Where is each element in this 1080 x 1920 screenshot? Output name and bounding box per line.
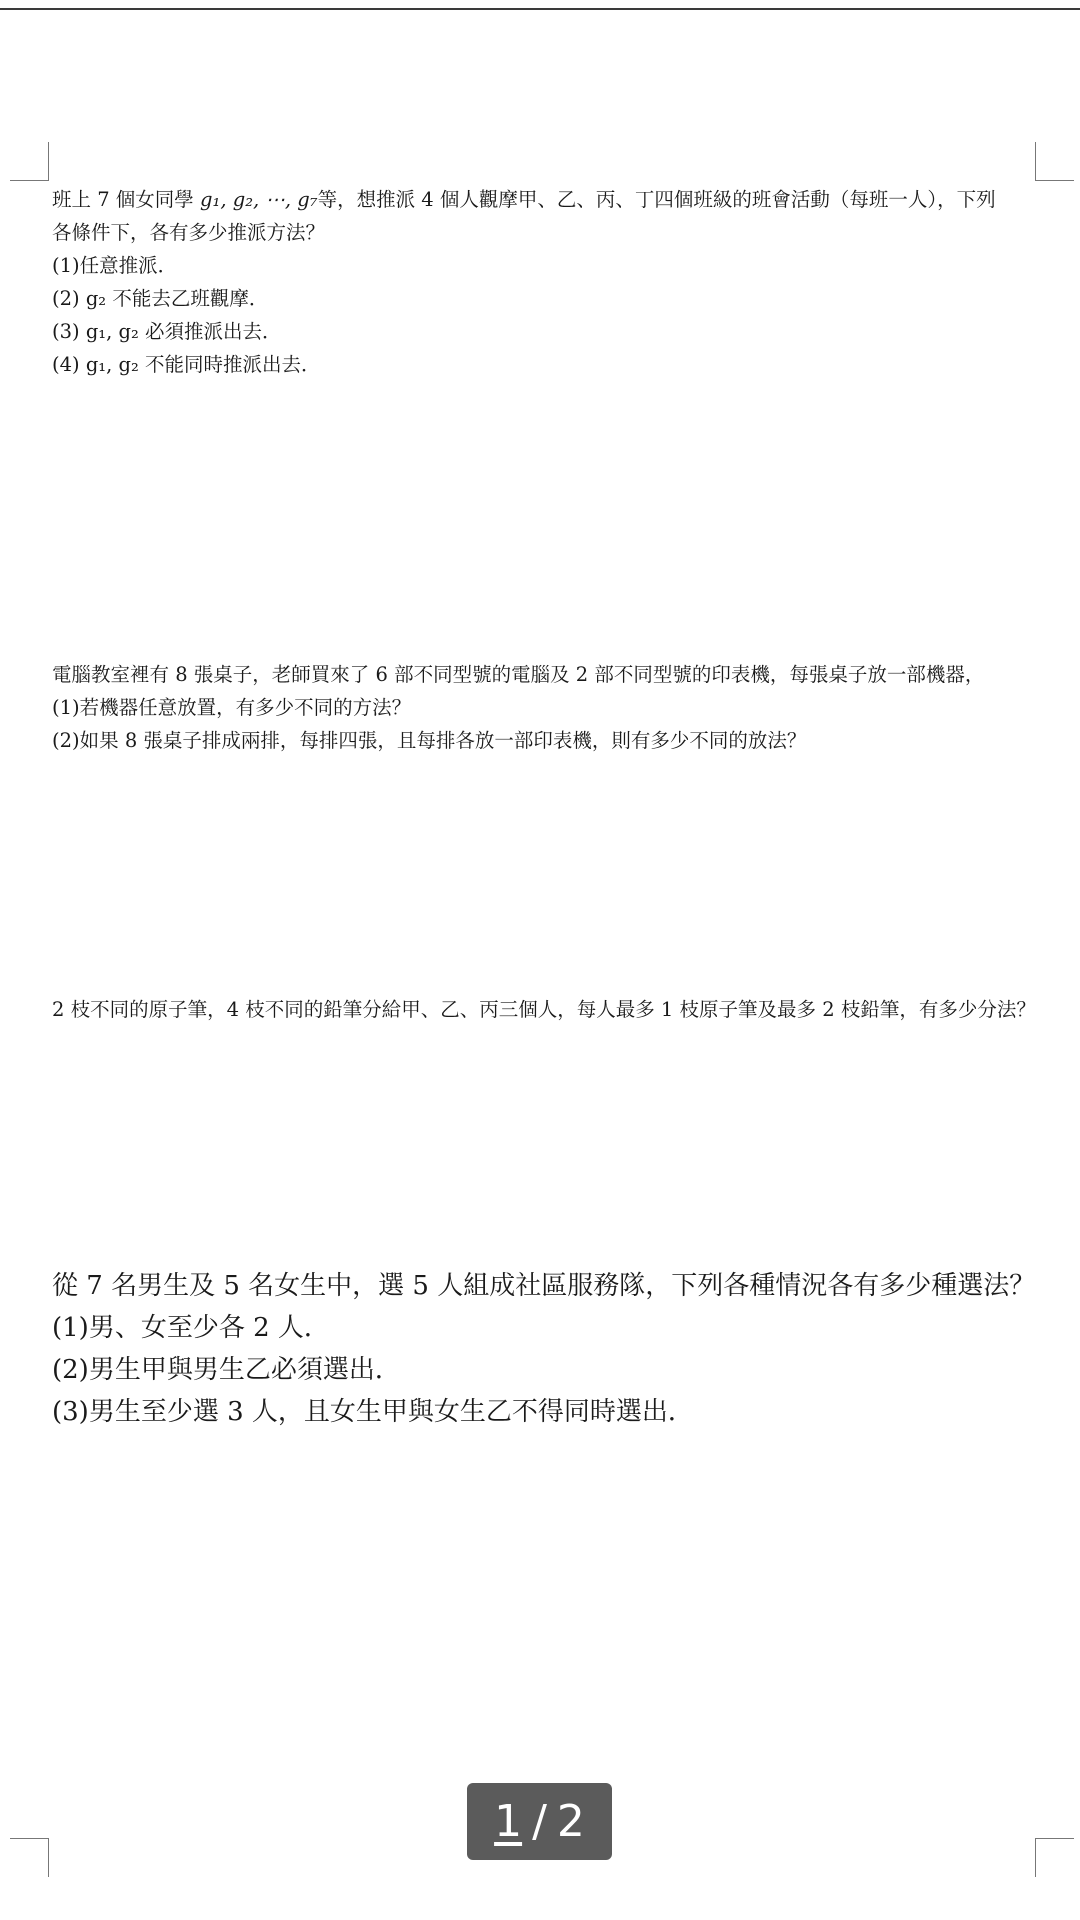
math-g-sequence: g₁, g₂, ⋯, g₇ [200, 188, 318, 211]
question-1 [52, 183, 1042, 381]
page-separator: / [532, 1796, 547, 1847]
question-4-item-3: (3)男生至少選 3 人，且女生甲與女生乙不得同時選出． [52, 1397, 694, 1427]
question-4-item-1: (1)男、女至少各 2 人． [52, 1313, 330, 1343]
question-1-line-1: 班上 7 個女同學 g₁, g₂, ⋯, g₇等，想推派 4 個人觀摩甲、乙、丙、丁四個班級的班會活動（每班一人），下列 [52, 188, 996, 211]
question-1-item-1: (1)任意推派． [52, 254, 178, 277]
top-rule [0, 0, 1080, 10]
question-4 [52, 1265, 1042, 1433]
current-page-number: 1 [494, 1796, 523, 1847]
crop-mark-top-left [10, 142, 49, 181]
question-1-item-2: (2) g₂ 不能去乙班觀摩． [52, 287, 269, 310]
question-4-line-1: 從 7 名男生及 5 名女生中，選 5 人組成社區服務隊，下列各種情況各有多少種選法？ [52, 1271, 1036, 1301]
crop-mark-bottom-right [1035, 1838, 1074, 1877]
question-2-item-2: (2)如果 8 張桌子排成兩排，每排四張，且每排各放一部印表機，則有多少不同的放法？ [52, 729, 807, 752]
crop-mark-top-right [1035, 142, 1074, 181]
question-4-item-2: (2)男生甲與男生乙必須選出． [52, 1355, 401, 1385]
total-page-count: 2 [556, 1796, 585, 1847]
crop-mark-bottom-left [10, 1838, 49, 1877]
page-indicator[interactable] [467, 1783, 612, 1860]
question-3 [52, 993, 1042, 1026]
question-1-line-2: 各條件下，各有多少推派方法？ [52, 221, 326, 244]
question-1-item-4: (4) g₁, g₂ 不能同時推派出去． [52, 353, 321, 376]
question-2-item-1: (1)若機器任意放置，有多少不同的方法？ [52, 696, 412, 719]
question-2-line-1: 電腦教室裡有 8 張桌子，老師買來了 6 部不同型號的電腦及 2 部不同型號的印表機，每張桌子放一部機器， [52, 663, 985, 686]
question-1-item-3: (3) g₁, g₂ 必須推派出去． [52, 320, 282, 343]
question-2 [52, 658, 1042, 757]
question-3-line-1: 2 枝不同的原子筆，4 枝不同的鉛筆分給甲、乙、丙三個人，每人最多 1 枝原子筆及最多 2 枝鉛筆，有多少分法？ [52, 998, 1036, 1021]
